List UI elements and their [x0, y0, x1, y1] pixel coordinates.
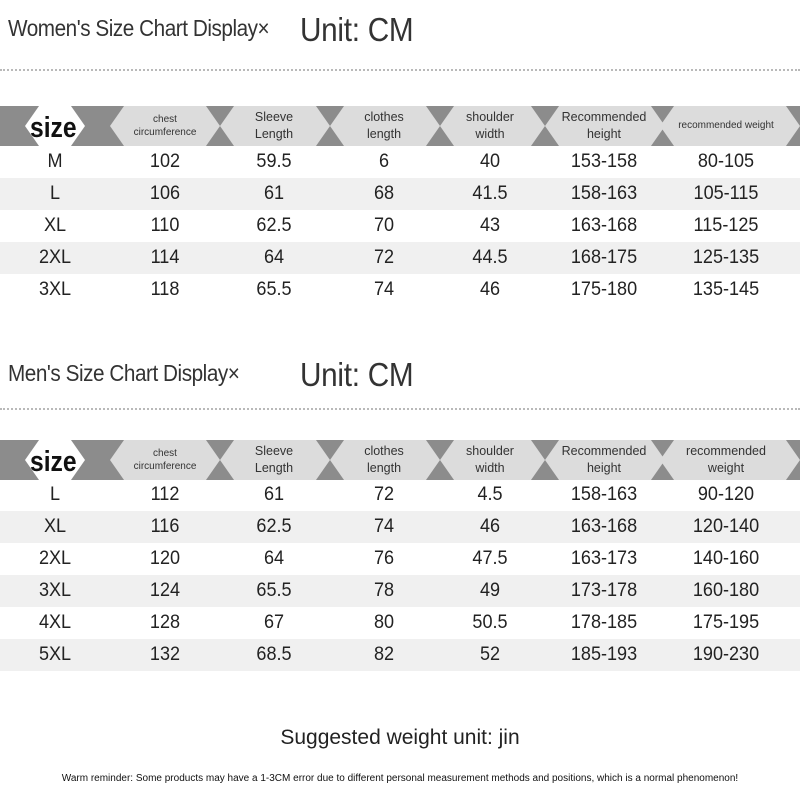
men-header-col-4	[440, 440, 540, 480]
men-header-text: height	[586, 461, 622, 475]
table-row	[0, 146, 800, 178]
table-row	[0, 575, 800, 607]
value-cell: 190-230	[692, 644, 760, 665]
women-header-col-1	[110, 106, 220, 146]
size-cell: L	[49, 484, 61, 505]
men-header-col-2	[224, 440, 324, 480]
value-cell: 163-173	[570, 548, 638, 569]
women-header-text: length	[366, 127, 402, 141]
value-cell: 61	[263, 183, 285, 204]
men-header-text: length	[366, 461, 402, 475]
value-cell: 175-180	[570, 279, 638, 300]
value-cell: 125-135	[692, 247, 760, 268]
value-cell: 68.5	[256, 644, 292, 665]
value-cell: 90-120	[697, 484, 755, 505]
value-cell: 153-158	[570, 151, 638, 172]
size-cell: L	[49, 183, 61, 204]
women-header-text: width	[475, 127, 505, 141]
women-header-text: Length	[254, 127, 294, 141]
value-cell: 41.5	[472, 183, 508, 204]
table-row	[0, 210, 800, 242]
men-header-text: clothes	[364, 444, 404, 459]
women-header-text: chest	[153, 113, 177, 125]
women-header-band	[0, 106, 800, 146]
value-cell: 185-193	[570, 644, 638, 665]
table-row	[0, 274, 800, 306]
value-cell: 120	[149, 548, 181, 569]
size-cell: 2XL	[38, 548, 72, 569]
table-row	[0, 607, 800, 639]
size-cell: 5XL	[38, 644, 72, 665]
value-cell: 140-160	[692, 548, 760, 569]
women-header-col-6	[651, 106, 800, 146]
value-cell: 6	[378, 151, 390, 172]
value-cell: 65.5	[256, 580, 292, 601]
women-header-col-2	[224, 106, 324, 146]
value-cell: 43	[479, 215, 501, 236]
men-unit-label: Unit: CM	[300, 356, 414, 393]
size-cell: M	[47, 151, 63, 172]
value-cell: 74	[373, 516, 395, 537]
size-cell: 3XL	[38, 580, 72, 601]
value-cell: 114	[150, 247, 180, 268]
value-cell: 59.5	[256, 151, 292, 172]
value-cell: 178-185	[570, 612, 638, 633]
value-cell: 52	[479, 644, 501, 665]
value-cell: 158-163	[570, 183, 638, 204]
men-header-col-3	[334, 440, 434, 480]
size-cell: 2XL	[38, 247, 72, 268]
weight-unit-note: Suggested weight unit: jin	[280, 726, 520, 749]
table-row	[0, 511, 800, 543]
value-cell: 70	[373, 215, 395, 236]
table-row	[0, 543, 800, 575]
value-cell: 40	[479, 151, 501, 172]
value-cell: 62.5	[256, 516, 292, 537]
size-cell: XL	[43, 516, 67, 537]
men-header-text: chest	[153, 447, 177, 459]
size-cell: 4XL	[38, 612, 72, 633]
men-header-band	[0, 440, 800, 480]
value-cell: 128	[149, 612, 181, 633]
value-cell: 4.5	[477, 484, 503, 505]
value-cell: 46	[479, 516, 501, 537]
value-cell: 116	[150, 516, 180, 537]
men-header-text: shoulder	[466, 444, 514, 459]
value-cell: 49	[479, 580, 501, 601]
value-cell: 158-163	[570, 484, 638, 505]
women-unit-label: Unit: CM	[300, 11, 414, 48]
value-cell: 64	[263, 247, 285, 268]
value-cell: 72	[373, 247, 395, 268]
value-cell: 50.5	[472, 612, 508, 633]
table-row	[0, 242, 800, 274]
value-cell: 68	[373, 183, 395, 204]
value-cell: 112	[150, 484, 180, 505]
value-cell: 67	[263, 612, 285, 633]
value-cell: 47.5	[472, 548, 508, 569]
men-header-text: circumference	[133, 461, 197, 472]
value-cell: 175-195	[692, 612, 760, 633]
women-title-row	[0, 11, 800, 65]
women-size-header: size	[30, 112, 77, 144]
women-header-col-3	[334, 106, 434, 146]
women-header-text: Sleeve	[254, 110, 294, 125]
value-cell: 61	[263, 484, 285, 505]
women-divider	[0, 69, 800, 71]
value-cell: 163-168	[570, 516, 638, 537]
value-cell: 76	[373, 548, 395, 569]
value-cell: 80	[373, 612, 395, 633]
men-header-col-1	[110, 440, 220, 480]
size-cell: XL	[43, 215, 67, 236]
men-header-text: Recommended	[561, 444, 647, 459]
women-header-text: recommended weight	[678, 120, 774, 132]
women-header-text: shoulder	[466, 110, 514, 125]
men-size-header: size	[30, 446, 77, 478]
women-chart-title: Women's Size Chart Display×	[8, 15, 270, 41]
value-cell: 102	[149, 151, 181, 172]
value-cell: 44.5	[472, 247, 508, 268]
women-header-col-5	[544, 106, 664, 146]
women-header-text: circumference	[133, 127, 197, 138]
men-title-row	[0, 356, 800, 410]
men-header-text: weight	[707, 461, 745, 475]
value-cell: 72	[373, 484, 395, 505]
table-row	[0, 639, 800, 671]
size-cell: 3XL	[38, 279, 72, 300]
value-cell: 65.5	[256, 279, 292, 300]
value-cell: 64	[263, 548, 285, 569]
men-header-text: Sleeve	[254, 444, 294, 459]
value-cell: 105-115	[693, 183, 759, 204]
value-cell: 78	[373, 580, 395, 601]
value-cell: 74	[373, 279, 395, 300]
men-divider	[0, 408, 800, 410]
value-cell: 160-180	[692, 580, 760, 601]
value-cell: 120-140	[692, 516, 760, 537]
value-cell: 46	[479, 279, 501, 300]
value-cell: 115-125	[693, 215, 759, 236]
value-cell: 163-168	[570, 215, 638, 236]
value-cell: 118	[150, 279, 180, 300]
value-cell: 110	[150, 215, 180, 236]
men-header-col-5	[544, 440, 664, 480]
women-header-text: clothes	[364, 110, 404, 125]
men-header-col-6	[651, 440, 800, 480]
men-header-text: Length	[254, 461, 294, 475]
men-chart-title: Men's Size Chart Display×	[8, 360, 240, 386]
value-cell: 135-145	[692, 279, 760, 300]
women-header-text: Recommended	[561, 110, 647, 125]
men-header-text: width	[475, 461, 505, 475]
value-cell: 106	[149, 183, 181, 204]
value-cell: 168-175	[570, 247, 638, 268]
women-header-text: height	[586, 127, 622, 141]
value-cell: 62.5	[256, 215, 292, 236]
men-header-text: recommended	[686, 444, 766, 459]
table-row	[0, 479, 800, 511]
value-cell: 82	[373, 644, 395, 665]
warm-reminder: Warm reminder: Some products may have a 1-3CM error due to different personal measurement methods and positions, which is a normal phenomenon!	[61, 773, 739, 784]
women-header-col-4	[440, 106, 540, 146]
value-cell: 80-105	[697, 151, 755, 172]
value-cell: 132	[149, 644, 181, 665]
table-row	[0, 178, 800, 210]
value-cell: 173-178	[570, 580, 638, 601]
value-cell: 124	[149, 580, 181, 601]
